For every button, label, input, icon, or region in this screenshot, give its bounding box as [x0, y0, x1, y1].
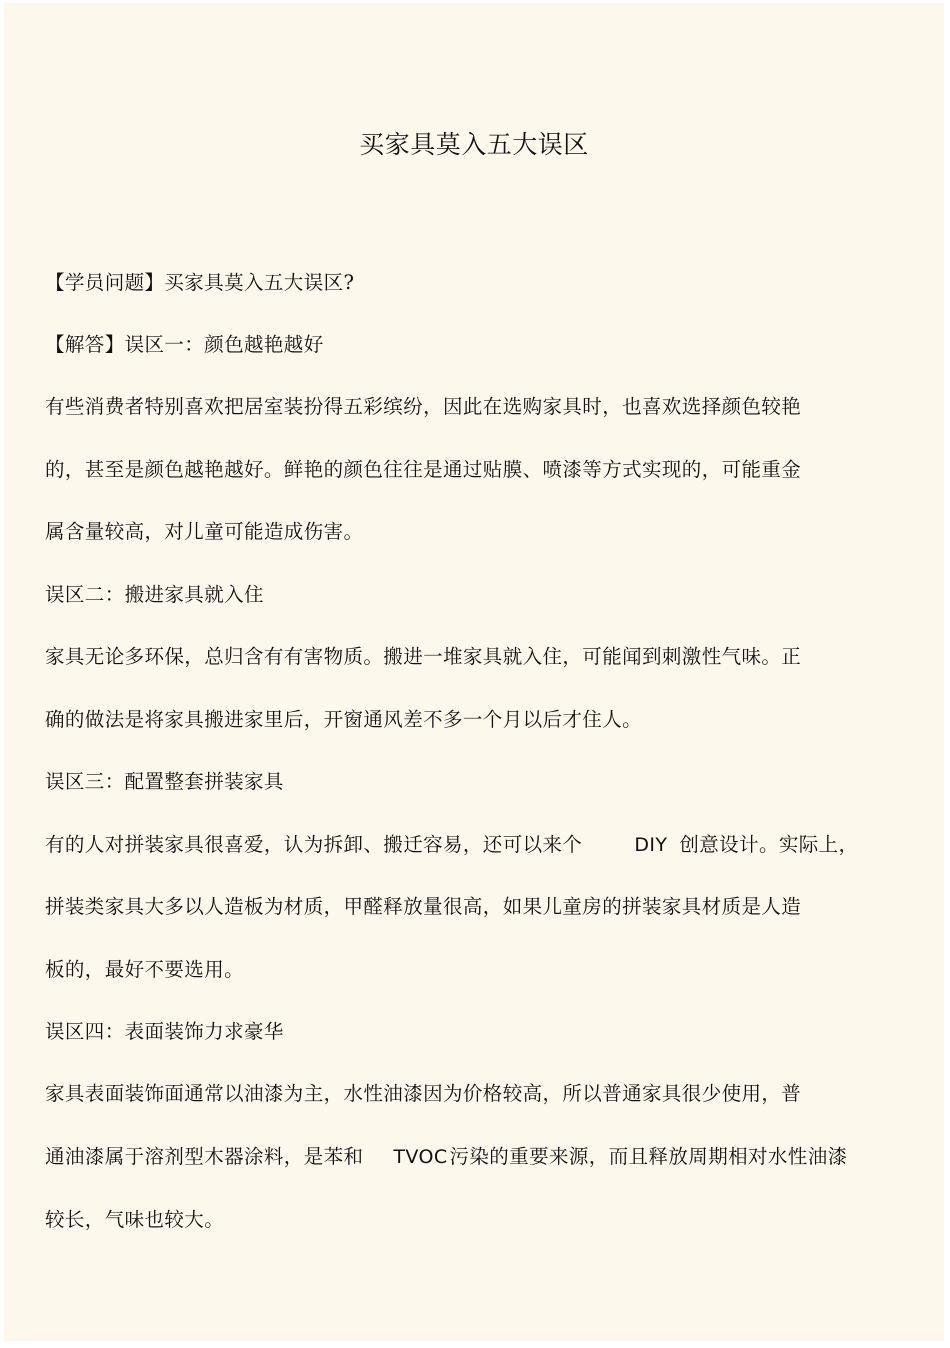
paragraph-3-line-3: 板的，最好不要选用。: [45, 958, 245, 981]
paragraph-3-text-a: 有的人对拼装家具很喜爱，认为拆卸、搬迁容易，还可以来个: [45, 833, 583, 856]
paragraph-4-term-tvoc: TVOC: [393, 1146, 448, 1168]
paragraph-4-text-a: 通油漆属于溶剂型木器涂料，是苯和: [45, 1145, 364, 1168]
section-heading-4: 误区四：表面装饰力求豪华: [45, 1020, 284, 1043]
paragraph-3-term-diy: DIY: [634, 834, 668, 856]
document-title: 买家具莫入五大误区: [359, 130, 589, 159]
paragraph-3-text-c: 创意设计。实际上，: [679, 833, 859, 856]
answer-heading: 【解答】误区一：颜色越艳越好: [45, 333, 324, 356]
paragraph-4-line-1: 家具表面装饰面通常以油漆为主，水性油漆因为价格较高，所以普通家具很少使用，普: [45, 1082, 802, 1105]
paragraph-4-text-c: 污染的重要来源，而且释放周期相对水性油漆: [449, 1145, 848, 1168]
paragraph-4-line-3: 较长，气味也较大。: [45, 1208, 225, 1231]
paragraph-2-line-1: 家具无论多环保，总归含有有害物质。搬进一堆家具就入住，可能闻到刺激性气味。正: [45, 645, 802, 668]
section-heading-3: 误区三：配置整套拼装家具: [45, 770, 284, 793]
paragraph-3-line-2: 拼装类家具大多以人造板为材质，甲醛释放量很高，如果儿童房的拼装家具材质是人造: [45, 895, 802, 918]
paragraph-3-line-1: [45, 831, 858, 859]
paragraph-1-line-2: 的，甚至是颜色越艳越好。鲜艳的颜色往往是通过贴膜、喷漆等方式实现的，可能重金: [45, 458, 802, 481]
paragraph-1-line-1: 有些消费者特别喜欢把居室装扮得五彩缤纷，因此在选购家具时，也喜欢选择颜色较艳: [45, 395, 802, 418]
paragraph-1-line-3: 属含量较高，对儿童可能造成伤害。: [45, 520, 364, 543]
paragraph-2-line-2: 确的做法是将家具搬进家里后，开窗通风差不多一个月以后才住人。: [45, 708, 643, 731]
question-line: 【学员问题】买家具莫入五大误区?: [45, 271, 355, 294]
document-page: [4, 3, 944, 1341]
paragraph-4-line-2: [45, 1143, 848, 1171]
section-heading-2: 误区二：搬进家具就入住: [45, 583, 264, 606]
